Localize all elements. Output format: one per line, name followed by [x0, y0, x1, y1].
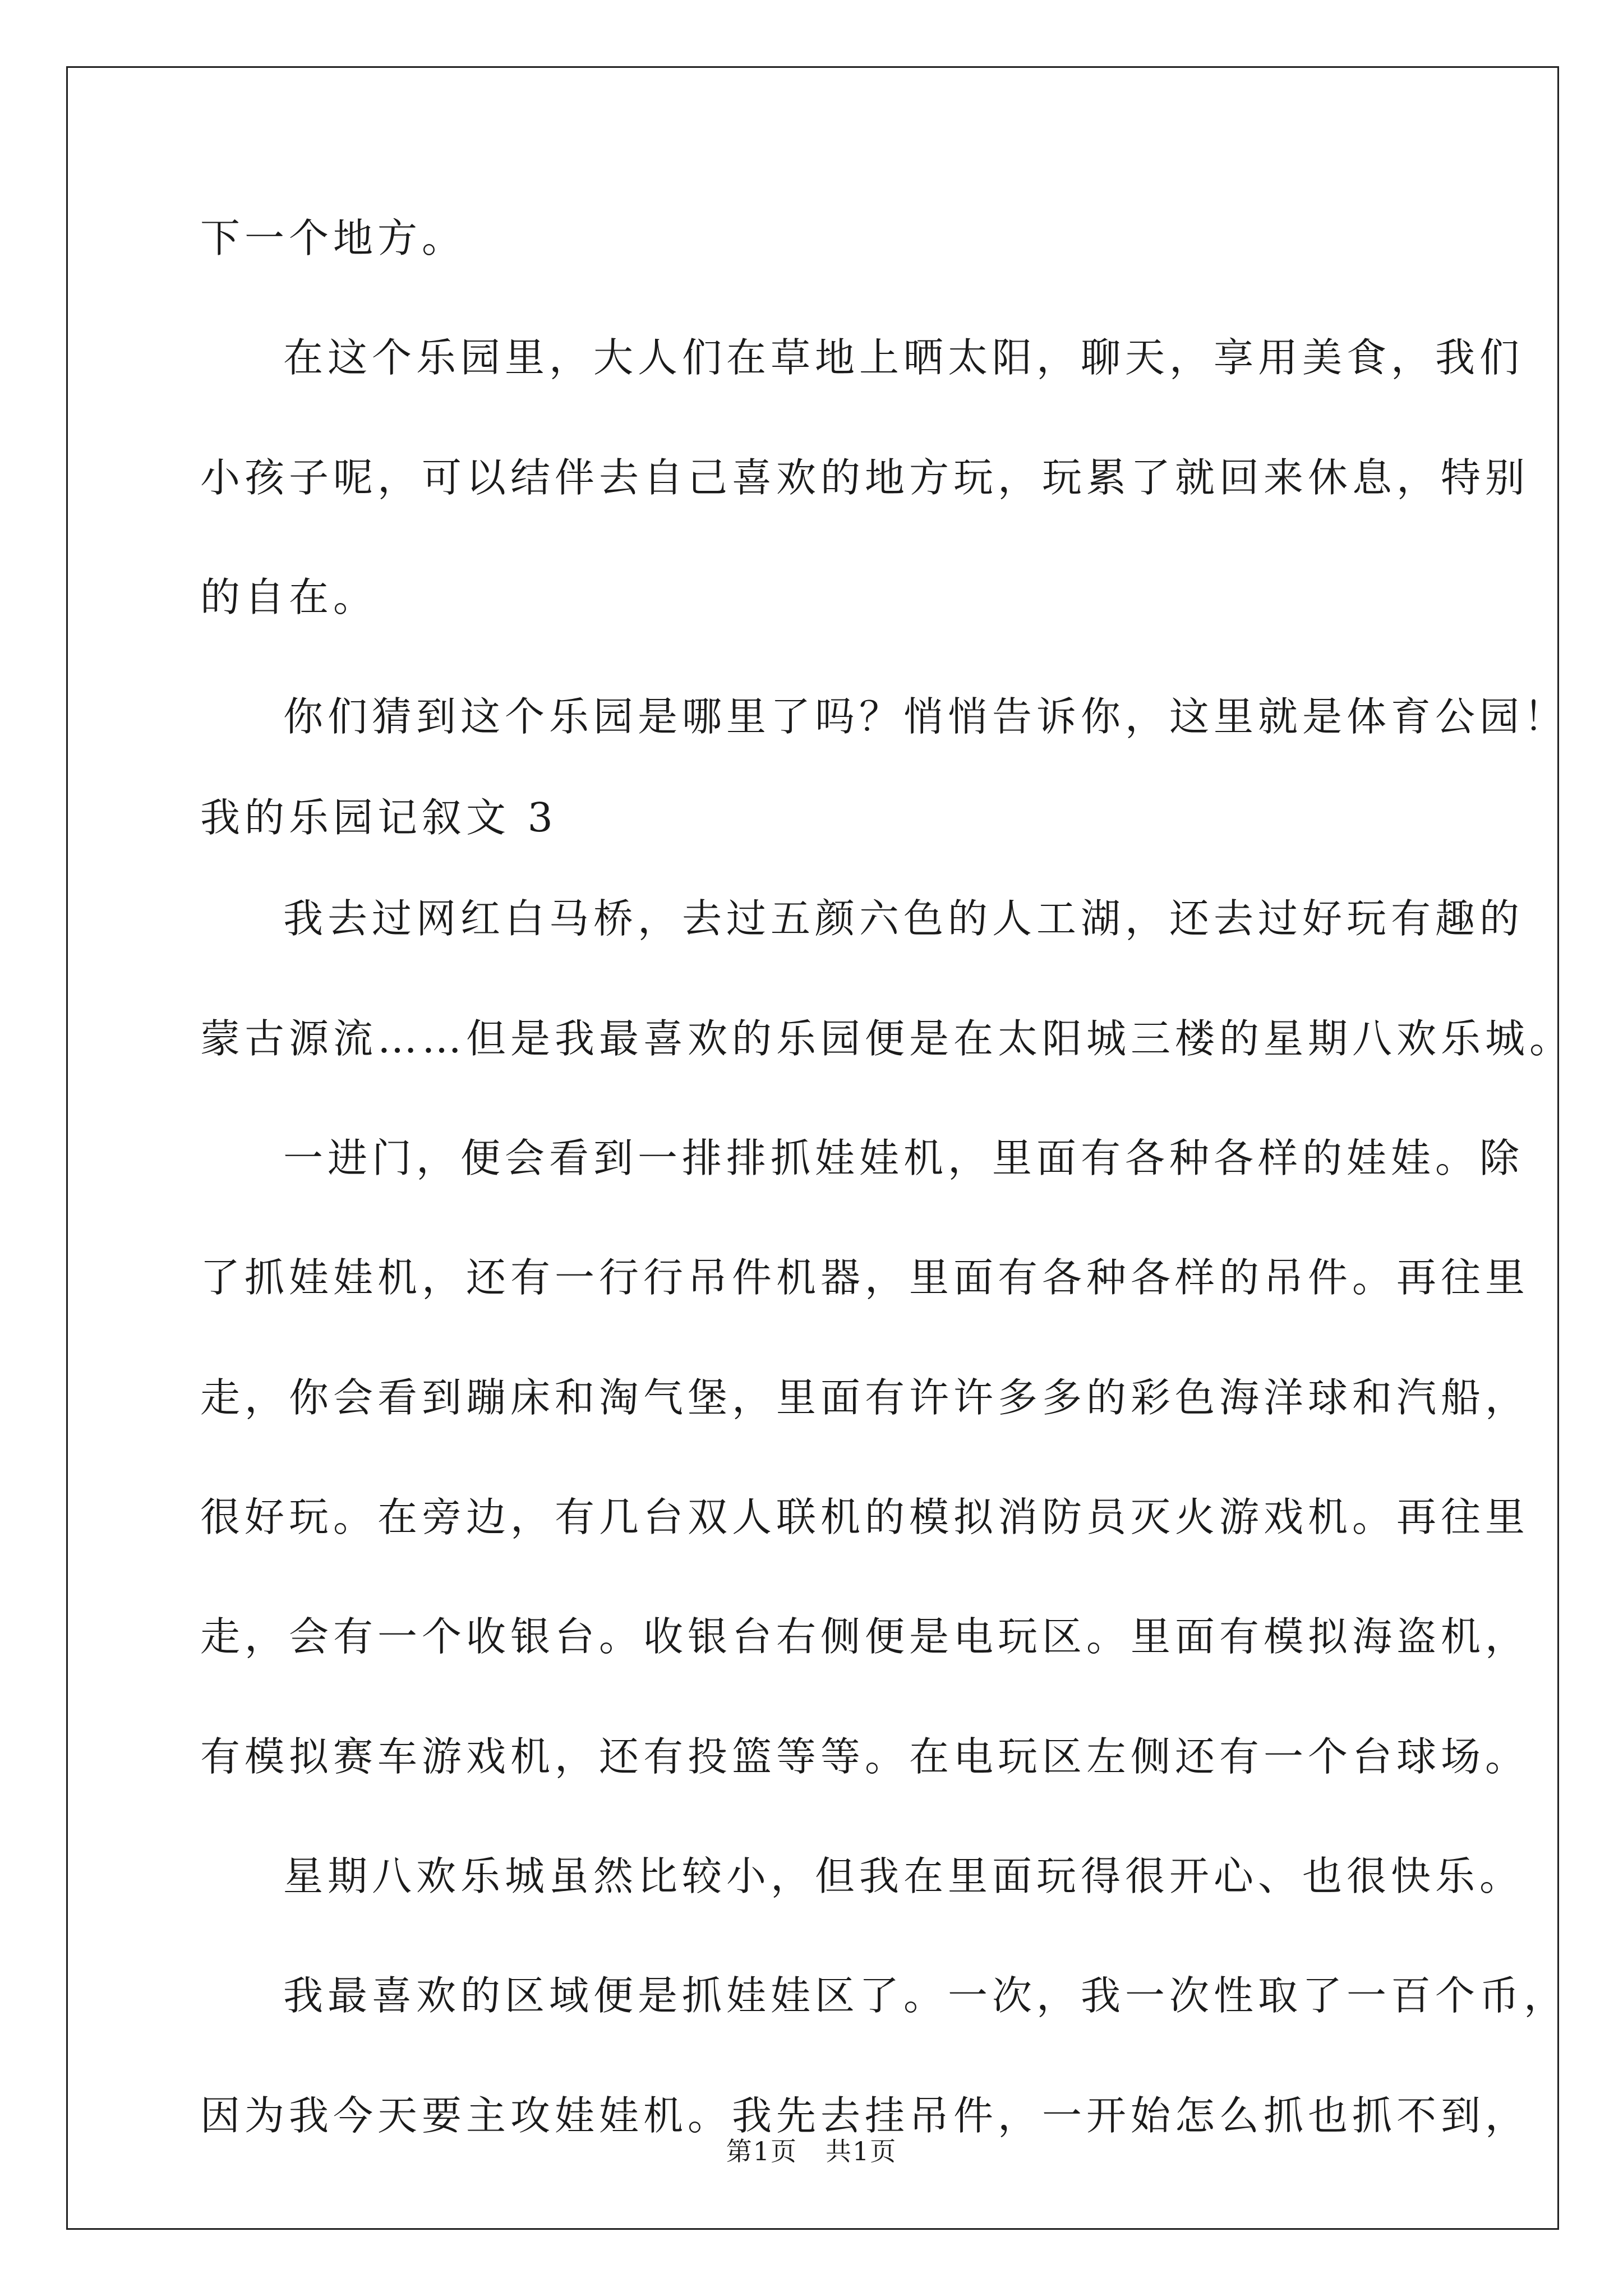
section-heading: 我的乐园记叙文 3: [200, 794, 557, 841]
text-line: 有模拟赛车游戏机，还有投篮等等。在电玩区左侧还有一个台球场。: [200, 1733, 1530, 1780]
text-line: 走，你会看到蹦床和淘气堡，里面有许许多多的彩色海洋球和汽船，: [200, 1374, 1530, 1421]
text-line: 很好玩。在旁边，有几台双人联机的模拟消防员灭火游戏机。再往里: [200, 1494, 1530, 1540]
text-line: 因为我今天要主攻娃娃机。我先去挂吊件，一开始怎么抓也抓不到，: [200, 2092, 1530, 2139]
paragraph-start-line: 我去过网红白马桥，去过五颜六色的人工湖，还去过好玩有趣的: [283, 895, 1524, 942]
text-line: 走，会有一个收银台。收银台右侧便是电玩区。里面有模拟海盗机，: [200, 1613, 1530, 1660]
paragraph-start-line: 一进门，便会看到一排排抓娃娃机，里面有各种各样的娃娃。除: [283, 1135, 1524, 1181]
text-line: 蒙古源流……但是我最喜欢的乐园便是在太阳城三楼的星期八欢乐城。: [200, 1015, 1574, 1062]
text-line: 下一个地方。: [200, 215, 467, 261]
text-line: 了抓娃娃机，还有一行行吊件机器，里面有各种各样的吊件。再往里: [200, 1254, 1530, 1301]
page-total: 共1页: [826, 2136, 897, 2166]
paragraph-start-line: 我最喜欢的区域便是抓娃娃区了。一次，我一次性取了一百个币，: [283, 1972, 1569, 2019]
page-footer: [0, 2134, 1623, 2168]
text-line: 的自在。: [200, 574, 378, 620]
page-number: 第1页: [726, 2136, 797, 2166]
paragraph-start-line: 在这个乐园里，大人们在草地上晒太阳，聊天，享用美食，我们: [283, 334, 1524, 381]
text-line: 小孩子呢，可以结伴去自己喜欢的地方玩，玩累了就回来休息，特别: [200, 454, 1530, 501]
paragraph-start-line: 星期八欢乐城虽然比较小，但我在里面玩得很开心、也很快乐。: [283, 1853, 1524, 1899]
paragraph-start-line: 你们猜到这个乐园是哪里了吗？悄悄告诉你，这里就是体育公园！: [283, 693, 1569, 740]
